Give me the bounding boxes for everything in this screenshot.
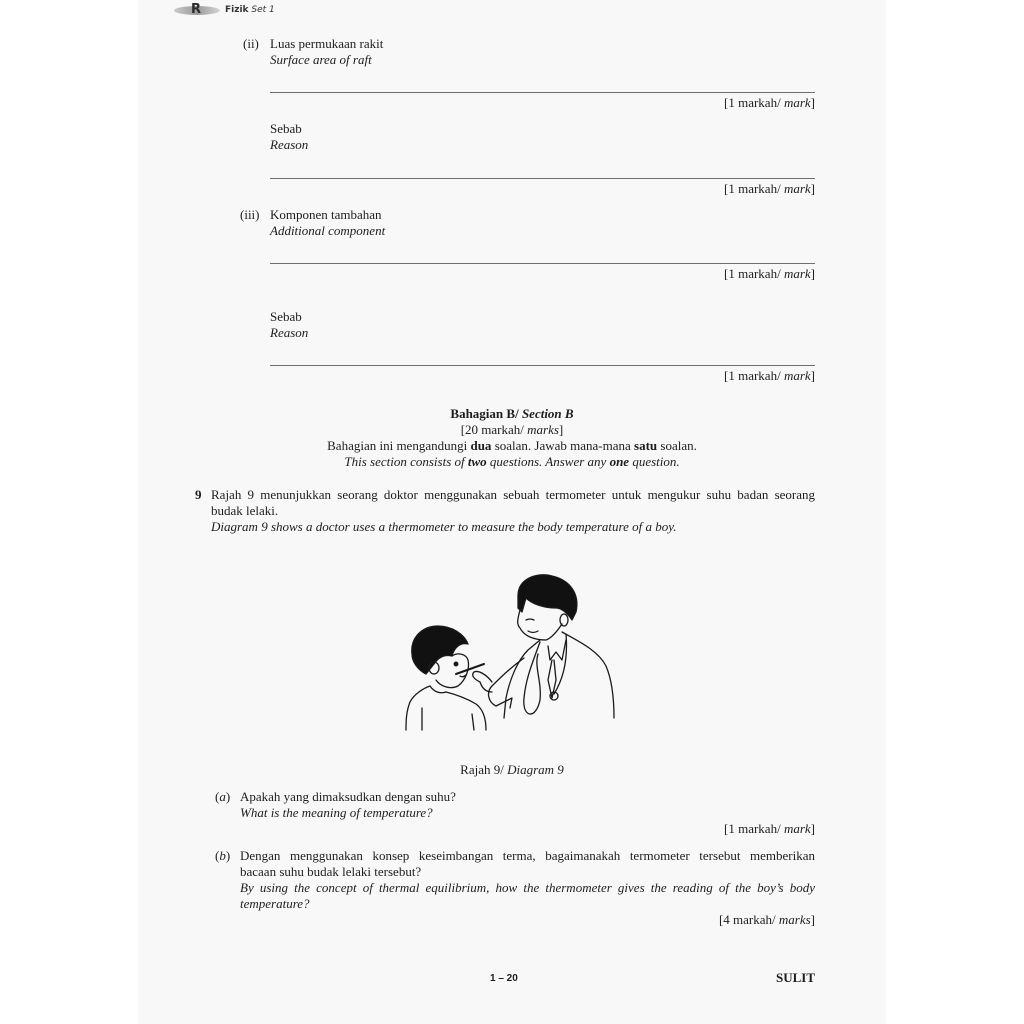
doctor-ear	[560, 614, 568, 626]
reason-label-ms: Sebab	[270, 309, 302, 324]
section-b-instruction-ms: Bahagian ini mengandungi dua soalan. Jawab mana-mana satu soalan.	[327, 438, 697, 453]
part-b-text-en-line1: By using the concept of thermal equilibrium, how the thermometer gives the reading of the boy’s body	[240, 880, 815, 895]
part-a-label: (a)	[215, 789, 231, 804]
boy-hair	[412, 626, 468, 674]
doctor-face	[518, 610, 562, 640]
part-iii-label-ms: Komponen tambahan	[270, 207, 382, 222]
part-b-text-ms-line2: bacaan suhu budak lelaki tersebut?	[240, 864, 422, 879]
classification-label: SULIT	[775, 970, 815, 985]
answer-line[interactable]	[270, 263, 815, 264]
mark-allocation: [1 markah/ mark]	[724, 266, 815, 281]
question-9-text-en: Diagram 9 shows a doctor uses a thermometer to measure the body temperature of a boy.	[211, 519, 677, 534]
answer-line[interactable]	[270, 178, 815, 179]
part-a-text-en: What is the meaning of temperature?	[240, 805, 433, 820]
part-iii-number: (iii)	[240, 207, 260, 222]
section-b-title: Bahagian B/ Section B	[450, 406, 574, 421]
header-title: Fizik Set 1	[225, 5, 275, 15]
question-number: 9	[195, 487, 202, 502]
stethoscope	[524, 634, 567, 714]
mark-allocation: [1 markah/ mark]	[724, 95, 815, 110]
doctor-hair	[518, 575, 577, 620]
reason-label-en: Reason	[270, 137, 309, 152]
section-b-instruction-en: This section consists of two questions. Answer any one question.	[344, 454, 680, 469]
diagram-9-illustration	[400, 568, 625, 738]
doctor-coat	[504, 632, 614, 718]
part-iii-label-en: Additional component	[270, 223, 386, 238]
answer-line[interactable]	[270, 92, 815, 93]
answer-line[interactable]	[270, 365, 815, 366]
question-9-text-ms-line1: Rajah 9 menunjukkan seorang doktor menggunakan sebuah termometer untuk mengukur suhu badan seorang	[211, 487, 815, 502]
question-9-text-ms-line2: budak lelaki.	[211, 503, 279, 518]
part-b-label: (b)	[215, 848, 231, 863]
mark-allocation: [1 markah/ mark]	[724, 821, 815, 836]
part-ii-number: (ii)	[243, 36, 259, 51]
mark-allocation: [4 markah/ marks]	[718, 912, 815, 927]
reason-label-ms: Sebab	[270, 121, 302, 136]
part-a-text-ms: Apakah yang dimaksudkan dengan suhu?	[240, 789, 456, 804]
reason-label-en: Reason	[270, 325, 309, 340]
page-number: 1 – 20	[490, 973, 518, 984]
part-b-text-en-line2: temperature?	[240, 896, 310, 911]
section-b-marks: [20 markah/ marks]	[460, 422, 564, 437]
page-header	[174, 3, 275, 17]
diagram-9-caption: Rajah 9/ Diagram 9	[460, 762, 564, 777]
doctor-arm	[489, 658, 524, 708]
mark-allocation: [1 markah/ mark]	[724, 181, 815, 196]
publisher-logo: R	[174, 4, 222, 16]
part-ii-label-en: Surface area of raft	[270, 52, 372, 67]
part-ii-label-ms: Luas permukaan rakit	[270, 36, 384, 51]
mark-allocation: [1 markah/ mark]	[724, 368, 815, 383]
part-b-text-ms-line1: Dengan menggunakan konsep keseimbangan terma, bagaimanakah termometer tersebut memberikan	[240, 848, 815, 863]
